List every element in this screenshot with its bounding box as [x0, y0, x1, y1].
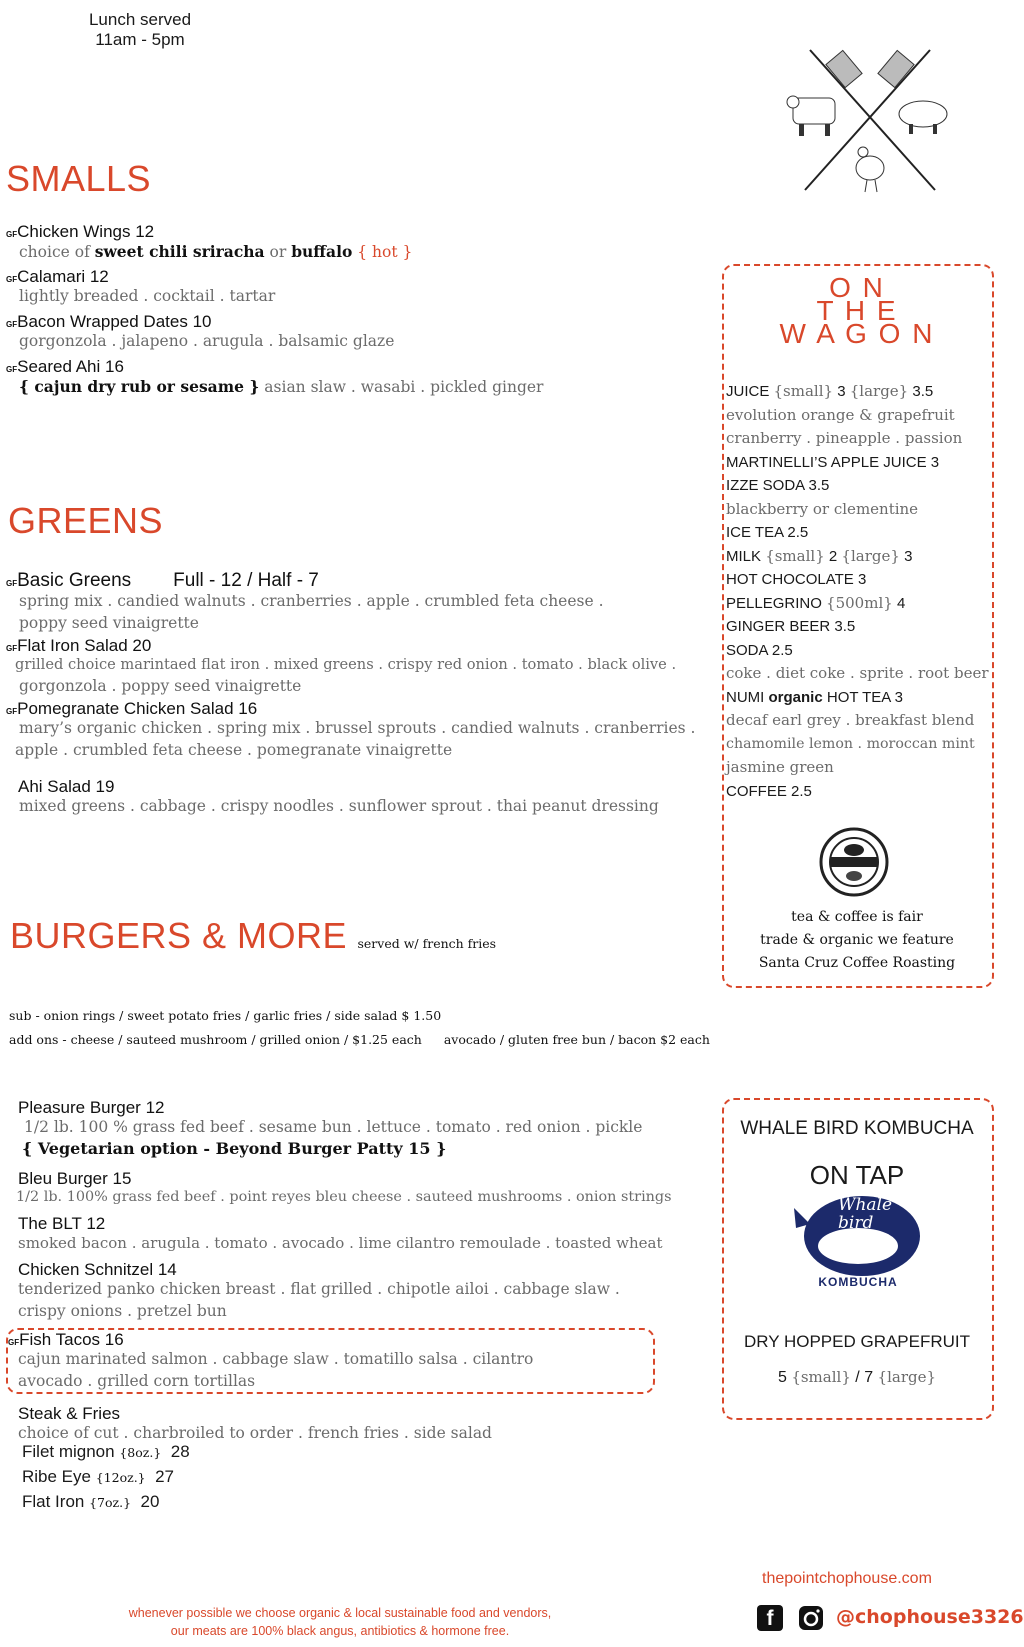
drink-part: 4 — [892, 594, 906, 612]
wagon-drinks-list — [726, 380, 989, 803]
item-name: Chicken Schnitzel 14 — [18, 1260, 177, 1279]
wagon-title-line: W A G O N — [779, 318, 935, 349]
drink-part: {large} — [849, 382, 909, 400]
wagon-note-line: trade & organic we feature — [760, 932, 954, 948]
item-desc: smoked bacon . arugula . tomato . avocado . lime cilantro remoulade . toasted wheat — [18, 1234, 663, 1252]
item-desc: avocado . grilled corn tortillas — [18, 1372, 256, 1390]
drink-part: {500ml} — [826, 593, 893, 612]
santa-cruz-coffee-logo — [818, 826, 890, 898]
cut-name: Flat Iron — [22, 1492, 85, 1511]
drink-desc: coke . diet coke . sprite . root beer — [726, 664, 989, 682]
on-the-wagon-title — [724, 272, 990, 349]
addons-a: add ons - cheese / sauteed mushroom / grilled onion / $1.25 each — [9, 1032, 422, 1047]
item-desc: gorgonzola . poppy seed vinaigrette — [19, 677, 302, 695]
sourcing-note — [80, 1604, 600, 1640]
item-name: Pleasure Burger 12 — [18, 1098, 165, 1117]
drink-juice — [726, 380, 989, 404]
steak-cut — [22, 1490, 190, 1515]
cut-name: Ribe Eye — [22, 1467, 91, 1486]
chophouse-logo-icon — [785, 40, 955, 200]
kombucha-on-tap: ON TAP — [809, 1160, 905, 1190]
price-part: / — [850, 1369, 865, 1386]
whale-bird-script: Whale bird — [838, 1195, 893, 1233]
drink-desc: blackberry or clementine — [726, 499, 919, 518]
drink-desc: chamomile lemon . moroccan mint — [726, 735, 975, 752]
drink-part: {small} — [773, 382, 834, 400]
drink-izze: IZZE SODA 3.5 — [726, 477, 830, 494]
item-desc: apple . crumbled feta cheese . pomegranate vinaigrette — [15, 741, 453, 759]
wagon-note — [724, 906, 990, 975]
item-name: Bleu Burger 15 — [18, 1169, 132, 1188]
instagram-glyph-icon — [798, 1605, 824, 1631]
sourcing-line: whenever possible we choose organic & local sustainable food and vendors, — [128, 1606, 552, 1620]
gf-badge: GF — [6, 707, 18, 716]
smalls-item-seared-ahi — [6, 357, 543, 397]
social-handle[interactable]: @chophouse3326 — [836, 1606, 1024, 1628]
drink-part: {small} — [765, 546, 825, 565]
addons-b: avocado / gluten free bun / bacon $2 each — [443, 1032, 710, 1047]
item-desc: 1/2 lb. 100% grass fed beef . point reyes bleu cheese . sauteed mushrooms . onion strings — [16, 1189, 672, 1205]
price-part: 5 — [777, 1369, 792, 1386]
drink-part: MILK — [726, 547, 766, 565]
greens-item-ahi — [18, 777, 659, 815]
item-desc: cajun marinated salmon . cabbage slaw . tomatillo salsa . cilantro — [18, 1350, 534, 1368]
item-desc: tenderized panko chicken breast . flat grilled . chipotle ailoi . cabbage slaw . — [18, 1280, 620, 1298]
gf-badge: GF — [6, 644, 18, 653]
burgers-addons — [9, 1032, 710, 1047]
sourcing-line: our meats are 100% black angus, antibiotics & hormone free. — [170, 1624, 510, 1638]
item-desc: mixed greens . cabbage . crispy noodles . sunflower sprout . thai peanut dressing — [19, 797, 659, 815]
drink-part: NUMI — [726, 688, 769, 706]
drink-part: JUICE — [726, 383, 774, 400]
item-price: Full - 12 / Half - 7 — [173, 570, 319, 591]
item-name: Basic Greens — [17, 570, 132, 591]
burgers-item-fish-tacos — [8, 1330, 533, 1390]
wagon-title-line: O N — [829, 272, 885, 303]
greens-item-flat-iron — [6, 636, 676, 695]
drink-part: 3 — [833, 383, 850, 400]
desc-part: sweet chili sriracha — [94, 242, 265, 261]
drink-desc: decaf earl grey . breakfast blend — [726, 711, 975, 729]
gf-badge: GF — [6, 275, 18, 284]
cut-price: 27 — [155, 1467, 174, 1486]
item-name: Chicken Wings 12 — [17, 222, 155, 241]
item-name: Seared Ahi 16 — [17, 357, 124, 376]
greens-item-basic — [6, 570, 604, 632]
instagram-icon[interactable] — [798, 1605, 824, 1631]
desc-part: choice of — [19, 243, 95, 261]
kombucha-flavor: DRY HOPPED GRAPEFRUIT — [743, 1332, 971, 1351]
drink-desc: jasmine green — [726, 758, 834, 776]
gf-badge: GF — [6, 579, 18, 588]
wagon-title-line: T H E — [816, 295, 898, 326]
burgers-title: BURGERS & MORE — [10, 915, 348, 956]
drink-pellegrino — [726, 592, 989, 616]
item-name: The BLT 12 — [18, 1214, 106, 1233]
drink-ice-tea: ICE TEA 2.5 — [726, 524, 809, 541]
item-name: Calamari 12 — [17, 267, 109, 286]
whale-bird-word: KOMBUCHA — [818, 1275, 898, 1289]
steak-cuts — [22, 1440, 190, 1515]
drink-milk — [726, 545, 989, 569]
item-desc — [19, 242, 412, 262]
drink-numi-tea — [726, 686, 989, 710]
smalls-title: SMALLS — [6, 158, 152, 199]
drink-soda: SODA 2.5 — [726, 641, 793, 659]
desc-part: buffalo — [291, 242, 353, 261]
cut-size: {8oz.} — [119, 1445, 162, 1460]
greens-title: GREENS — [8, 500, 164, 541]
item-desc: lightly breaded . cocktail . tartar — [19, 287, 276, 305]
gf-badge: GF — [6, 230, 18, 239]
smalls-item-calamari — [6, 267, 275, 305]
drink-coffee: COFFEE 2.5 — [726, 782, 812, 800]
item-name: Pomegranate Chicken Salad 16 — [17, 699, 258, 718]
price-part: 7 — [864, 1369, 878, 1386]
desc-part: asian slaw . wasabi . pickled ginger — [259, 378, 544, 396]
burgers-item-bleu — [18, 1169, 672, 1205]
item-name: Fish Tacos 16 — [19, 1330, 124, 1349]
drink-part: HOT TEA 3 — [822, 688, 903, 706]
drink-desc: evolution orange & grapefruit — [726, 405, 955, 424]
item-desc: choice of cut . charbroiled to order . french fries . side salad — [18, 1424, 492, 1442]
drink-part: PELLEGRINO — [726, 594, 827, 612]
burgers-header — [10, 915, 496, 957]
burgers-sub-options: sub - onion rings / sweet potato fries / garlic fries / side salad $ 1.50 — [9, 1008, 442, 1023]
steak-cut — [22, 1440, 190, 1465]
cut-price: 28 — [170, 1442, 190, 1461]
lunch-hours — [60, 10, 220, 50]
item-desc: grilled choice marintaed flat iron . mixed greens . crispy red onion . tomato . black olive . — [15, 656, 677, 673]
cut-price: 20 — [140, 1492, 160, 1511]
item-desc: mary’s organic chicken . spring mix . brussel sprouts . candied walnuts . cranberries . — [19, 719, 696, 737]
item-name: Ahi Salad 19 — [18, 777, 115, 796]
item-desc: 1/2 lb. 100 % grass fed beef . sesame bun . lettuce . tomato . red onion . pickle — [24, 1118, 643, 1136]
cut-size: {12oz.} — [95, 1470, 146, 1485]
burgers-item-steak — [18, 1404, 492, 1442]
steak-cut — [22, 1465, 190, 1490]
facebook-icon[interactable]: f — [757, 1605, 783, 1631]
kombucha-title: WHALE BIRD KOMBUCHA — [740, 1118, 974, 1139]
item-name: Flat Iron Salad 20 — [17, 636, 152, 655]
lunch-line2: 11am - 5pm — [95, 30, 185, 49]
desc-part: { cajun dry rub or sesame } — [19, 377, 260, 396]
desc-part: { hot } — [352, 243, 413, 261]
burgers-item-schnitzel — [18, 1260, 620, 1320]
drink-ginger-beer: GINGER BEER 3.5 — [726, 618, 856, 635]
greens-item-pomegranate — [6, 699, 695, 759]
desc-part: or — [264, 243, 292, 261]
drink-desc: cranberry . pineapple . passion — [726, 429, 963, 447]
price-part: {large} — [877, 1368, 937, 1386]
drink-part: organic — [768, 688, 823, 706]
smalls-item-bacon-dates — [6, 312, 394, 350]
item-desc: gorgonzola . jalapeno . arugula . balsamic glaze — [19, 332, 395, 350]
wagon-note-line: Santa Cruz Coffee Roasting — [758, 955, 956, 971]
gf-badge: GF — [6, 365, 18, 374]
drink-part: 2 — [824, 547, 842, 565]
coffee-logo-icon — [818, 826, 890, 898]
item-desc-veg: { Vegetarian option - Beyond Burger Patty 15 } — [22, 1139, 447, 1158]
price-part: {small} — [791, 1368, 851, 1386]
drink-martinelli: MARTINELLI’S APPLE JUICE 3 — [726, 453, 940, 471]
drink-part: 3 — [899, 547, 913, 565]
drink-hot-chocolate: HOT CHOCOLATE 3 — [726, 571, 867, 588]
kombucha-prices — [724, 1368, 990, 1387]
cut-name: Filet mignon — [22, 1442, 115, 1461]
cut-size: {7oz.} — [89, 1495, 132, 1510]
burgers-item-blt — [18, 1214, 663, 1252]
item-name: Bacon Wrapped Dates 10 — [17, 312, 212, 331]
item-desc: poppy seed vinaigrette — [19, 614, 199, 632]
wagon-note-line: tea & coffee is fair — [791, 909, 923, 925]
gf-badge: GF — [8, 1338, 20, 1347]
lunch-line1: Lunch served — [88, 10, 192, 29]
item-desc: crispy onions . pretzel bun — [18, 1302, 227, 1320]
website-link[interactable]: thepointchophouse.com — [762, 1570, 932, 1587]
item-desc: spring mix . candied walnuts . cranberries . apple . crumbled feta cheese . — [19, 592, 604, 610]
item-desc — [19, 377, 543, 397]
drink-part: 3.5 — [908, 383, 934, 400]
item-name: Steak & Fries — [18, 1404, 121, 1423]
drink-part: {large} — [841, 546, 900, 565]
burgers-item-pleasure — [18, 1098, 642, 1158]
smalls-item-chicken-wings — [6, 222, 412, 262]
burgers-served: served w/ french fries — [357, 936, 497, 951]
gf-badge: GF — [6, 320, 18, 329]
